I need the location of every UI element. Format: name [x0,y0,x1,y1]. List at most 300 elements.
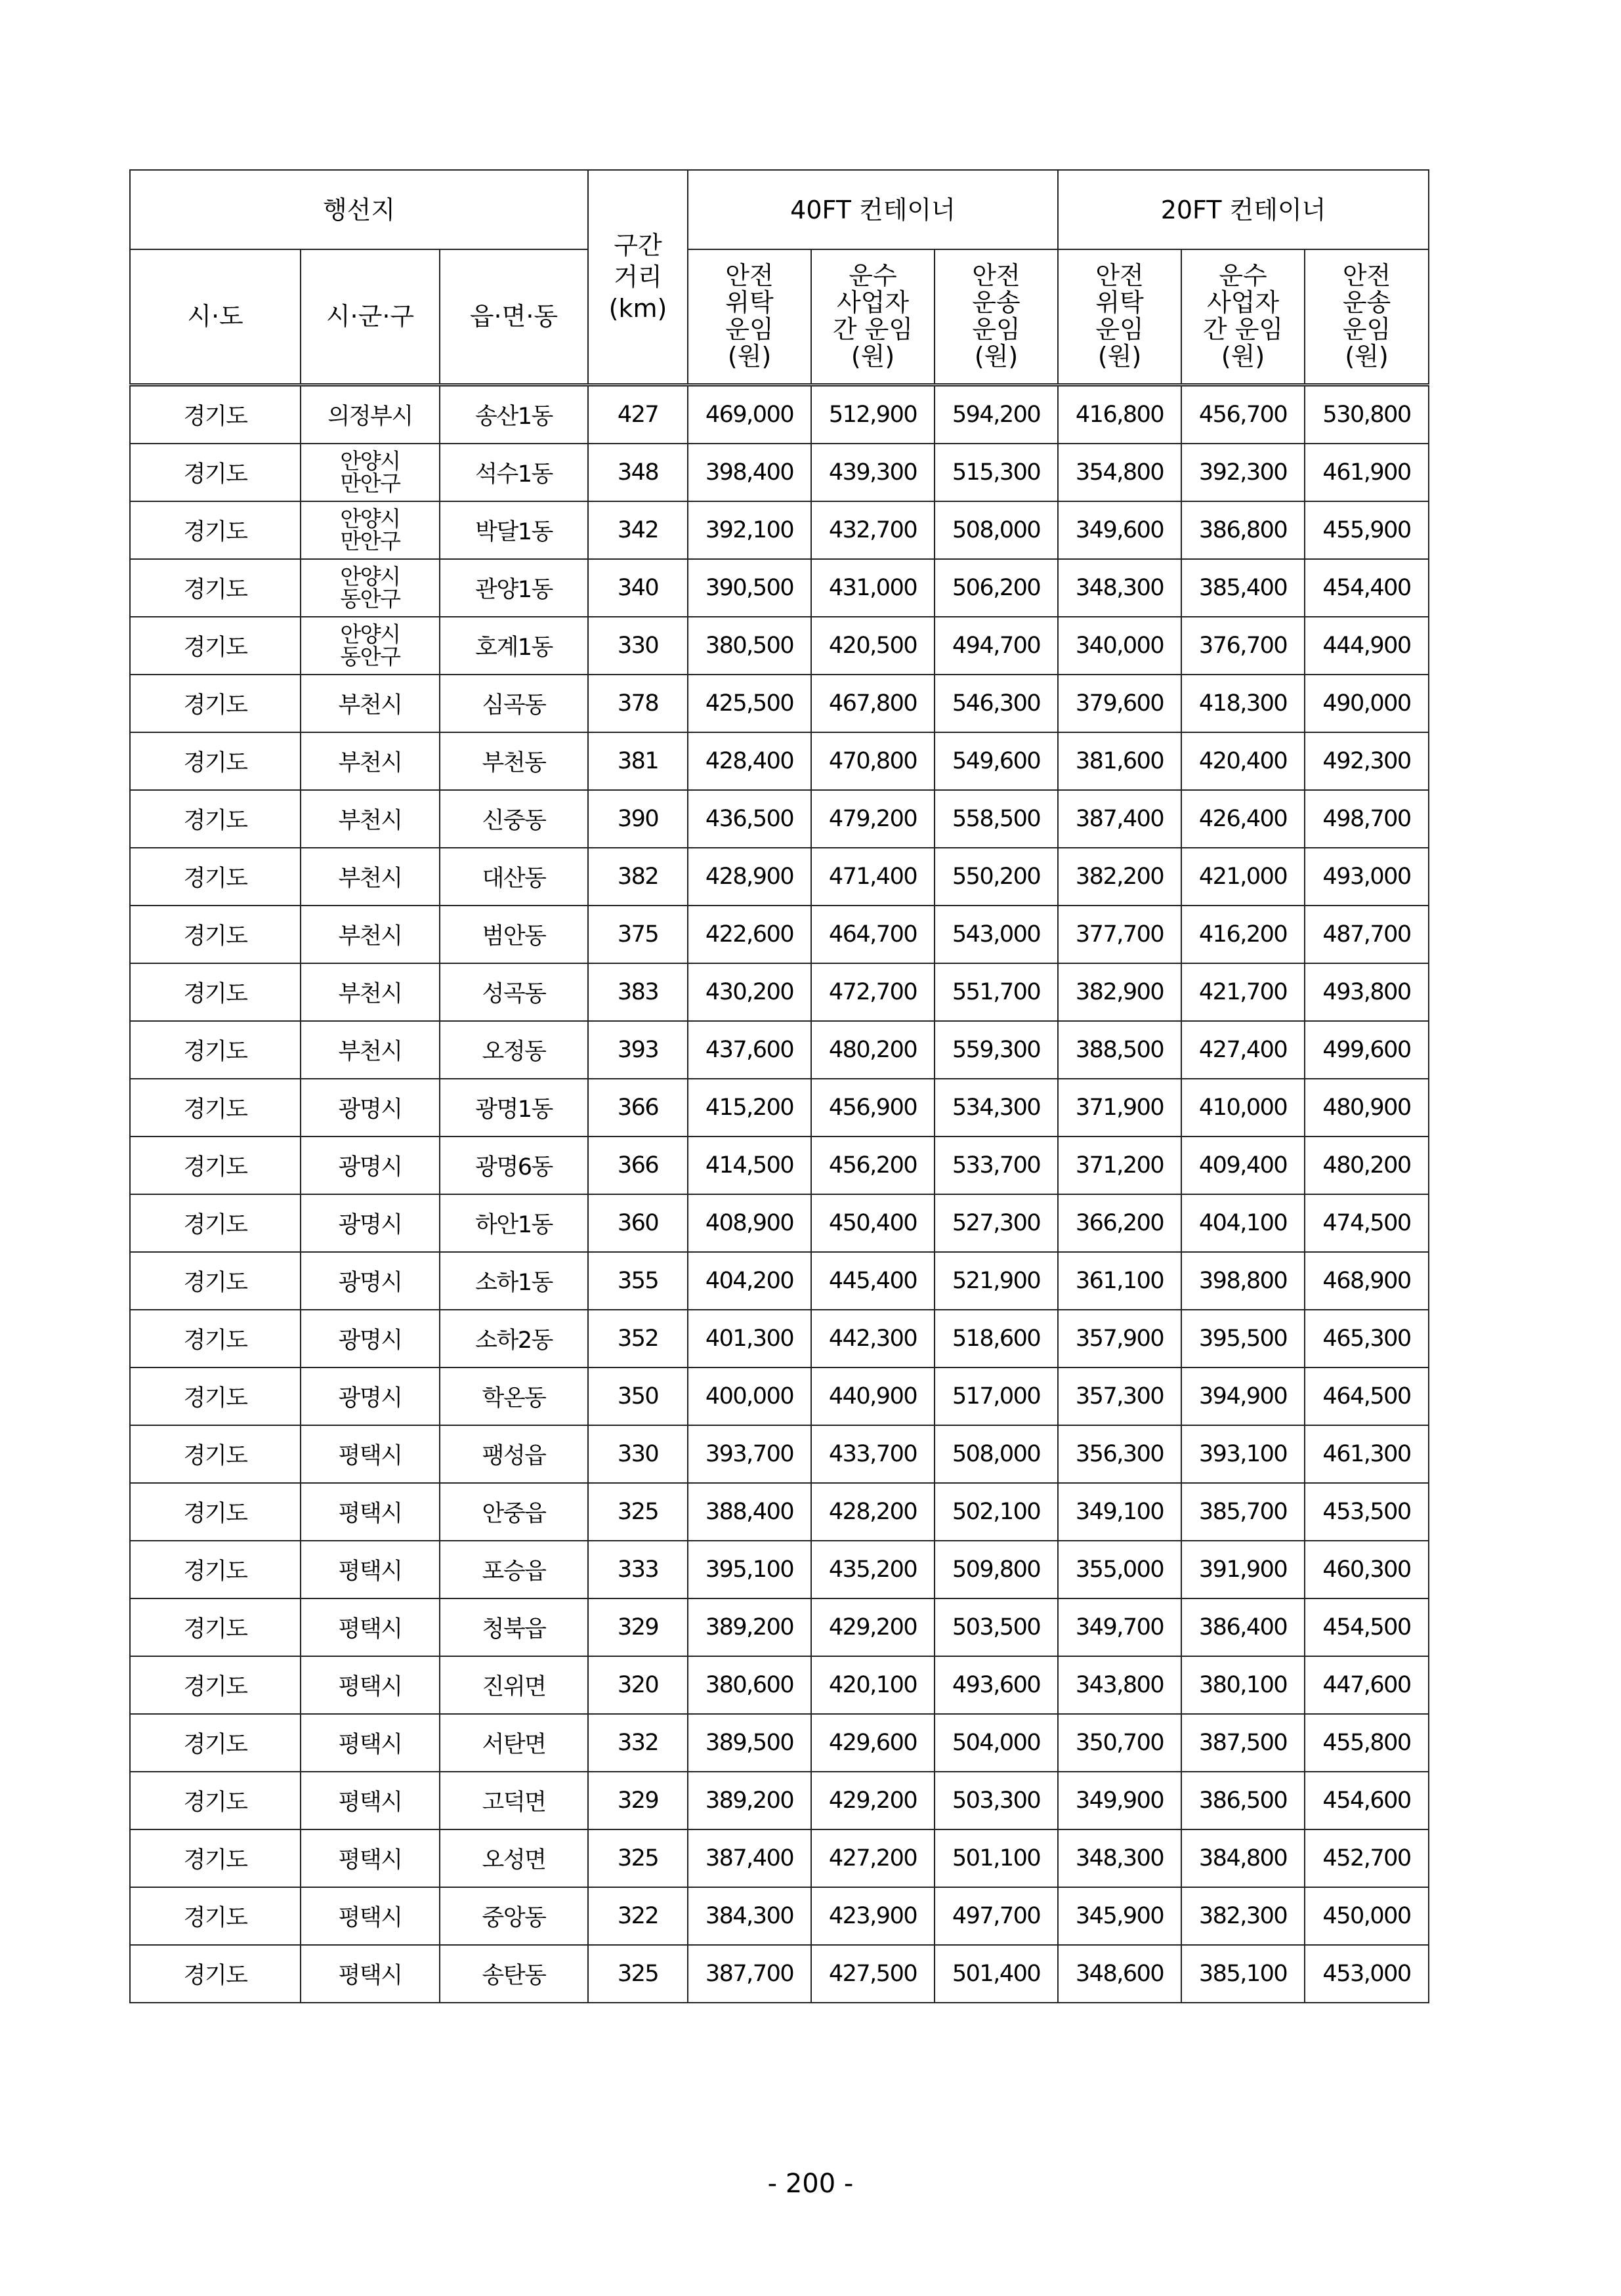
city-cell: 광명시 [301,1367,440,1425]
rate-40-transport-cell: 517,000 [935,1367,1058,1425]
rate-20-consign-cell: 355,000 [1058,1541,1181,1598]
province-cell: 경기도 [130,444,301,501]
rate-40-operator-cell: 432,700 [811,501,935,559]
city-cell: 부천시 [301,848,440,906]
distance-cell: 366 [588,1079,688,1137]
table-row [130,963,1429,1021]
distance-cell: 329 [588,1772,688,1829]
table-row [130,1887,1429,1945]
rate-20-consign-cell: 416,800 [1058,385,1181,444]
rate-40-consign-cell: 430,200 [688,963,811,1021]
province-cell: 경기도 [130,1829,301,1887]
rate-20-consign-cell: 357,900 [1058,1310,1181,1367]
rate-40-operator-cell: 471,400 [811,848,935,906]
table-row [130,1367,1429,1425]
city-cell: 평택시 [301,1714,440,1772]
rate-40-transport-cell: 546,300 [935,675,1058,732]
rate-20-operator-cell: 395,500 [1181,1310,1305,1367]
rate-20-consign-cell: 348,600 [1058,1945,1181,2003]
rate-20-consign-cell: 379,600 [1058,675,1181,732]
town-cell: 진위면 [440,1656,588,1714]
rate-col-header-20-transport: 안전 운송 운임 (원) [1305,249,1429,385]
distance-cell: 325 [588,1945,688,2003]
rate-20-operator-cell: 392,300 [1181,444,1305,501]
distance-cell: 330 [588,1425,688,1483]
rate-40-transport-cell: 509,800 [935,1541,1058,1598]
province-cell: 경기도 [130,1887,301,1945]
rate-20-transport-cell: 464,500 [1305,1367,1429,1425]
rate-40-consign-cell: 389,200 [688,1772,811,1829]
rate-col-header-40-consign: 안전 위탁 운임 (원) [688,249,811,385]
rate-20-transport-cell: 468,900 [1305,1252,1429,1310]
rate-40-transport-cell: 551,700 [935,963,1058,1021]
rate-40-consign-cell: 387,700 [688,1945,811,2003]
rate-40-transport-cell: 534,300 [935,1079,1058,1137]
town-cell: 박달1동 [440,501,588,559]
rate-20-consign-cell: 350,700 [1058,1714,1181,1772]
rate-40-transport-cell: 494,700 [935,617,1058,675]
distance-cell: 383 [588,963,688,1021]
province-cell: 경기도 [130,1252,301,1310]
rate-20-consign-cell: 348,300 [1058,1829,1181,1887]
rate-40-transport-cell: 559,300 [935,1021,1058,1079]
rate-20-transport-cell: 498,700 [1305,790,1429,848]
rate-20-operator-cell: 398,800 [1181,1252,1305,1310]
province-cell: 경기도 [130,617,301,675]
rate-40-operator-cell: 470,800 [811,732,935,790]
distance-cell: 427 [588,385,688,444]
rate-20-consign-cell: 356,300 [1058,1425,1181,1483]
rate-40-consign-cell: 425,500 [688,675,811,732]
rate-40-consign-cell: 387,400 [688,1829,811,1887]
city-cell: 부천시 [301,675,440,732]
rate-40-operator-cell: 420,100 [811,1656,935,1714]
rate-40-operator-cell: 456,200 [811,1137,935,1194]
rate-col-header-20-consign: 안전 위탁 운임 (원) [1058,249,1181,385]
table-row [130,790,1429,848]
rate-20-consign-cell: 381,600 [1058,732,1181,790]
rate-40-operator-cell: 456,900 [811,1079,935,1137]
table-row [130,1194,1429,1252]
rate-40-consign-cell: 428,400 [688,732,811,790]
rate-40-consign-cell: 395,100 [688,1541,811,1598]
town-cell: 광명6동 [440,1137,588,1194]
rate-40-transport-cell: 521,900 [935,1252,1058,1310]
rate-20-transport-cell: 452,700 [1305,1829,1429,1887]
table-row [130,1714,1429,1772]
rate-40-operator-cell: 440,900 [811,1367,935,1425]
rate-40-operator-cell: 480,200 [811,1021,935,1079]
city-cell: 광명시 [301,1252,440,1310]
rate-20-transport-cell: 492,300 [1305,732,1429,790]
rate-20-operator-cell: 409,400 [1181,1137,1305,1194]
rate-40-transport-cell: 508,000 [935,501,1058,559]
rate-20-transport-cell: 455,900 [1305,501,1429,559]
rate-20-transport-cell: 461,900 [1305,444,1429,501]
province-cell: 경기도 [130,1310,301,1367]
rate-40-consign-cell: 437,600 [688,1021,811,1079]
rate-40-transport-cell: 502,100 [935,1483,1058,1541]
rate-20-operator-cell: 421,000 [1181,848,1305,906]
distance-cell: 350 [588,1367,688,1425]
city-cell: 평택시 [301,1656,440,1714]
town-cell: 오성면 [440,1829,588,1887]
city-cell: 안양시 만안구 [301,444,440,501]
province-cell: 경기도 [130,1772,301,1829]
city-cell: 평택시 [301,1829,440,1887]
town-cell: 신중동 [440,790,588,848]
table-row [130,675,1429,732]
distance-cell: 320 [588,1656,688,1714]
province-cell: 경기도 [130,385,301,444]
distance-cell: 325 [588,1483,688,1541]
province-cell: 경기도 [130,1425,301,1483]
town-cell: 팽성읍 [440,1425,588,1483]
rate-40-transport-cell: 543,000 [935,906,1058,963]
rate-40-consign-cell: 408,900 [688,1194,811,1252]
rate-40-transport-cell: 503,500 [935,1598,1058,1656]
rate-20-consign-cell: 388,500 [1058,1021,1181,1079]
city-cell: 광명시 [301,1079,440,1137]
province-cell: 경기도 [130,1945,301,2003]
rate-20-operator-cell: 386,400 [1181,1598,1305,1656]
rate-40-consign-cell: 388,400 [688,1483,811,1541]
rate-20-consign-cell: 371,900 [1058,1079,1181,1137]
rate-40-consign-cell: 389,500 [688,1714,811,1772]
distance-cell: 340 [588,559,688,617]
table-row [130,1310,1429,1367]
rate-20-operator-cell: 391,900 [1181,1541,1305,1598]
province-cell: 경기도 [130,732,301,790]
rate-20-transport-cell: 480,900 [1305,1079,1429,1137]
rate-40-transport-cell: 515,300 [935,444,1058,501]
table-row [130,1656,1429,1714]
rate-20-operator-cell: 380,100 [1181,1656,1305,1714]
city-cell: 부천시 [301,732,440,790]
province-cell: 경기도 [130,848,301,906]
rate-20-operator-cell: 420,400 [1181,732,1305,790]
table-row [130,501,1429,559]
rate-col-header-20-operator: 운수 사업자 간 운임 (원) [1181,249,1305,385]
rate-40-operator-cell: 479,200 [811,790,935,848]
rate-40-transport-cell: 501,100 [935,1829,1058,1887]
rate-40-operator-cell: 431,000 [811,559,935,617]
table-row [130,1021,1429,1079]
rate-20-operator-cell: 410,000 [1181,1079,1305,1137]
rate-20-transport-cell: 447,600 [1305,1656,1429,1714]
town-cell: 대산동 [440,848,588,906]
rate-40-operator-cell: 433,700 [811,1425,935,1483]
city-cell: 부천시 [301,963,440,1021]
rate-40-transport-cell: 533,700 [935,1137,1058,1194]
distance-cell: 390 [588,790,688,848]
page-number: - 200 - [767,2169,854,2199]
city-header: 시·군·구 [301,249,440,385]
rate-40-consign-cell: 414,500 [688,1137,811,1194]
rate-40-consign-cell: 436,500 [688,790,811,848]
town-cell: 심곡동 [440,675,588,732]
table-row [130,1598,1429,1656]
city-cell: 평택시 [301,1425,440,1483]
rate-40-transport-cell: 558,500 [935,790,1058,848]
rate-20-transport-cell: 455,800 [1305,1714,1429,1772]
rate-20-consign-cell: 340,000 [1058,617,1181,675]
rate-40-consign-cell: 422,600 [688,906,811,963]
table-row [130,1541,1429,1598]
distance-cell: 332 [588,1714,688,1772]
town-cell: 석수1동 [440,444,588,501]
rate-20-consign-cell: 357,300 [1058,1367,1181,1425]
rate-20-operator-cell: 386,800 [1181,501,1305,559]
distance-cell: 342 [588,501,688,559]
rate-40-transport-cell: 504,000 [935,1714,1058,1772]
rate-20-consign-cell: 343,800 [1058,1656,1181,1714]
province-cell: 경기도 [130,1714,301,1772]
city-cell: 평택시 [301,1598,440,1656]
town-cell: 서탄면 [440,1714,588,1772]
rate-40-operator-cell: 423,900 [811,1887,935,1945]
rate-40-operator-cell: 467,800 [811,675,935,732]
table-row [130,559,1429,617]
table-row [130,1483,1429,1541]
rate-40-consign-cell: 380,500 [688,617,811,675]
town-cell: 송탄동 [440,1945,588,2003]
rate-20-consign-cell: 387,400 [1058,790,1181,848]
destination-header: 행선지 [130,170,588,249]
city-cell: 안양시 동안구 [301,559,440,617]
town-cell: 광명1동 [440,1079,588,1137]
distance-cell: 366 [588,1137,688,1194]
province-cell: 경기도 [130,1079,301,1137]
rate-20-consign-cell: 361,100 [1058,1252,1181,1310]
rate-20-consign-cell: 354,800 [1058,444,1181,501]
city-cell: 부천시 [301,1021,440,1079]
rate-40-consign-cell: 389,200 [688,1598,811,1656]
rate-20-consign-cell: 382,900 [1058,963,1181,1021]
province-header: 시·도 [130,249,301,385]
rate-20-operator-cell: 416,200 [1181,906,1305,963]
rate-40-transport-cell: 493,600 [935,1656,1058,1714]
rate-20-operator-cell: 385,700 [1181,1483,1305,1541]
rate-20-consign-cell: 349,600 [1058,501,1181,559]
distance-cell: 355 [588,1252,688,1310]
rate-40-operator-cell: 420,500 [811,617,935,675]
rate-20-transport-cell: 490,000 [1305,675,1429,732]
rate-40-consign-cell: 404,200 [688,1252,811,1310]
rate-40-consign-cell: 390,500 [688,559,811,617]
rate-40-transport-cell: 501,400 [935,1945,1058,2003]
rate-20-operator-cell: 385,400 [1181,559,1305,617]
rate-40-transport-cell: 527,300 [935,1194,1058,1252]
rate-20-transport-cell: 499,600 [1305,1021,1429,1079]
distance-cell: 381 [588,732,688,790]
rate-40-operator-cell: 429,200 [811,1598,935,1656]
distance-cell: 378 [588,675,688,732]
rate-20-consign-cell: 371,200 [1058,1137,1181,1194]
rate-40-operator-cell: 429,200 [811,1772,935,1829]
rate-20-operator-cell: 426,400 [1181,790,1305,848]
rate-20-operator-cell: 382,300 [1181,1887,1305,1945]
rate-40-transport-cell: 503,300 [935,1772,1058,1829]
rate-40-operator-cell: 427,500 [811,1945,935,2003]
table-row [130,1079,1429,1137]
rate-20-consign-cell: 345,900 [1058,1887,1181,1945]
table-row [130,1829,1429,1887]
rate-20-consign-cell: 349,700 [1058,1598,1181,1656]
rate-40-transport-cell: 549,600 [935,732,1058,790]
rate-20-consign-cell: 348,300 [1058,559,1181,617]
rate-40-consign-cell: 398,400 [688,444,811,501]
rate-40-operator-cell: 450,400 [811,1194,935,1252]
rate-20-operator-cell: 384,800 [1181,1829,1305,1887]
province-cell: 경기도 [130,1194,301,1252]
table-row [130,444,1429,501]
rate-40-consign-cell: 400,000 [688,1367,811,1425]
town-cell: 관양1동 [440,559,588,617]
rate-40-consign-cell: 384,300 [688,1887,811,1945]
distance-cell: 333 [588,1541,688,1598]
rate-40-operator-cell: 512,900 [811,385,935,444]
rate-40-consign-cell: 415,200 [688,1079,811,1137]
province-cell: 경기도 [130,1483,301,1541]
distance-cell: 375 [588,906,688,963]
distance-cell: 393 [588,1021,688,1079]
town-cell: 오정동 [440,1021,588,1079]
table-row [130,1252,1429,1310]
town-cell: 범안동 [440,906,588,963]
town-cell: 안중읍 [440,1483,588,1541]
rate-40-operator-cell: 429,600 [811,1714,935,1772]
freight-rate-table [129,169,1429,2003]
city-cell: 광명시 [301,1137,440,1194]
table-row [130,385,1429,444]
rate-col-header-40-transport: 안전 운송 운임 (원) [935,249,1058,385]
table-body [130,385,1429,2003]
rate-40-consign-cell: 428,900 [688,848,811,906]
province-cell: 경기도 [130,1598,301,1656]
rate-20-transport-cell: 453,500 [1305,1483,1429,1541]
rate-20-operator-cell: 386,500 [1181,1772,1305,1829]
city-cell: 안양시 만안구 [301,501,440,559]
province-cell: 경기도 [130,675,301,732]
city-cell: 광명시 [301,1194,440,1252]
rate-col-header-40-operator: 운수 사업자 간 운임 (원) [811,249,935,385]
rate-20-operator-cell: 427,400 [1181,1021,1305,1079]
rate-20-transport-cell: 465,300 [1305,1310,1429,1367]
rate-40-transport-cell: 518,600 [935,1310,1058,1367]
rate-20-operator-cell: 394,900 [1181,1367,1305,1425]
table-row [130,617,1429,675]
city-cell: 부천시 [301,906,440,963]
distance-cell: 322 [588,1887,688,1945]
rate-40-transport-cell: 508,000 [935,1425,1058,1483]
town-cell: 청북읍 [440,1598,588,1656]
table-row [130,1137,1429,1194]
distance-cell: 348 [588,444,688,501]
city-cell: 평택시 [301,1887,440,1945]
town-cell: 소하2동 [440,1310,588,1367]
rate-20-consign-cell: 349,100 [1058,1483,1181,1541]
town-cell: 송산1동 [440,385,588,444]
province-cell: 경기도 [130,1137,301,1194]
rate-20-transport-cell: 454,600 [1305,1772,1429,1829]
distance-cell: 360 [588,1194,688,1252]
table-row [130,1772,1429,1829]
province-cell: 경기도 [130,1656,301,1714]
town-cell: 소하1동 [440,1252,588,1310]
distance-header: 구간 거리 (km) [588,170,688,385]
rate-20-consign-cell: 382,200 [1058,848,1181,906]
rate-20-transport-cell: 493,000 [1305,848,1429,906]
rate-40-transport-cell: 497,700 [935,1887,1058,1945]
city-cell: 안양시 동안구 [301,617,440,675]
rate-40-operator-cell: 445,400 [811,1252,935,1310]
rate-20-transport-cell: 450,000 [1305,1887,1429,1945]
province-cell: 경기도 [130,790,301,848]
rate-40-operator-cell: 464,700 [811,906,935,963]
rate-20-transport-cell: 480,200 [1305,1137,1429,1194]
rate-20-consign-cell: 349,900 [1058,1772,1181,1829]
table-row [130,848,1429,906]
rate-20-consign-cell: 377,700 [1058,906,1181,963]
rate-40-consign-cell: 401,300 [688,1310,811,1367]
group-40ft-header: 40FT 컨테이너 [688,170,1058,249]
province-cell: 경기도 [130,906,301,963]
town-cell: 하안1동 [440,1194,588,1252]
town-cell: 고덕면 [440,1772,588,1829]
province-cell: 경기도 [130,559,301,617]
rate-40-consign-cell: 380,600 [688,1656,811,1714]
city-cell: 평택시 [301,1945,440,2003]
rate-20-operator-cell: 456,700 [1181,385,1305,444]
rate-20-operator-cell: 404,100 [1181,1194,1305,1252]
rate-20-operator-cell: 385,100 [1181,1945,1305,2003]
rate-20-consign-cell: 366,200 [1058,1194,1181,1252]
rate-20-transport-cell: 453,000 [1305,1945,1429,2003]
rate-20-transport-cell: 530,800 [1305,385,1429,444]
rate-40-consign-cell: 392,100 [688,501,811,559]
rate-40-transport-cell: 550,200 [935,848,1058,906]
city-cell: 광명시 [301,1310,440,1367]
rate-40-operator-cell: 442,300 [811,1310,935,1367]
city-cell: 평택시 [301,1541,440,1598]
town-header: 읍·면·동 [440,249,588,385]
rate-20-operator-cell: 393,100 [1181,1425,1305,1483]
table-row [130,1945,1429,2003]
city-cell: 부천시 [301,790,440,848]
rate-40-transport-cell: 506,200 [935,559,1058,617]
province-cell: 경기도 [130,1367,301,1425]
rate-40-transport-cell: 594,200 [935,385,1058,444]
city-cell: 평택시 [301,1483,440,1541]
rate-40-consign-cell: 469,000 [688,385,811,444]
town-cell: 포승읍 [440,1541,588,1598]
rate-20-transport-cell: 461,300 [1305,1425,1429,1483]
town-cell: 성곡동 [440,963,588,1021]
town-cell: 호계1동 [440,617,588,675]
rate-20-operator-cell: 418,300 [1181,675,1305,732]
table-row [130,1425,1429,1483]
rate-20-transport-cell: 493,800 [1305,963,1429,1021]
rate-20-transport-cell: 474,500 [1305,1194,1429,1252]
rate-40-consign-cell: 393,700 [688,1425,811,1483]
rate-40-operator-cell: 435,200 [811,1541,935,1598]
rate-20-transport-cell: 487,700 [1305,906,1429,963]
town-cell: 부천동 [440,732,588,790]
city-cell: 의정부시 [301,385,440,444]
town-cell: 학온동 [440,1367,588,1425]
province-cell: 경기도 [130,501,301,559]
